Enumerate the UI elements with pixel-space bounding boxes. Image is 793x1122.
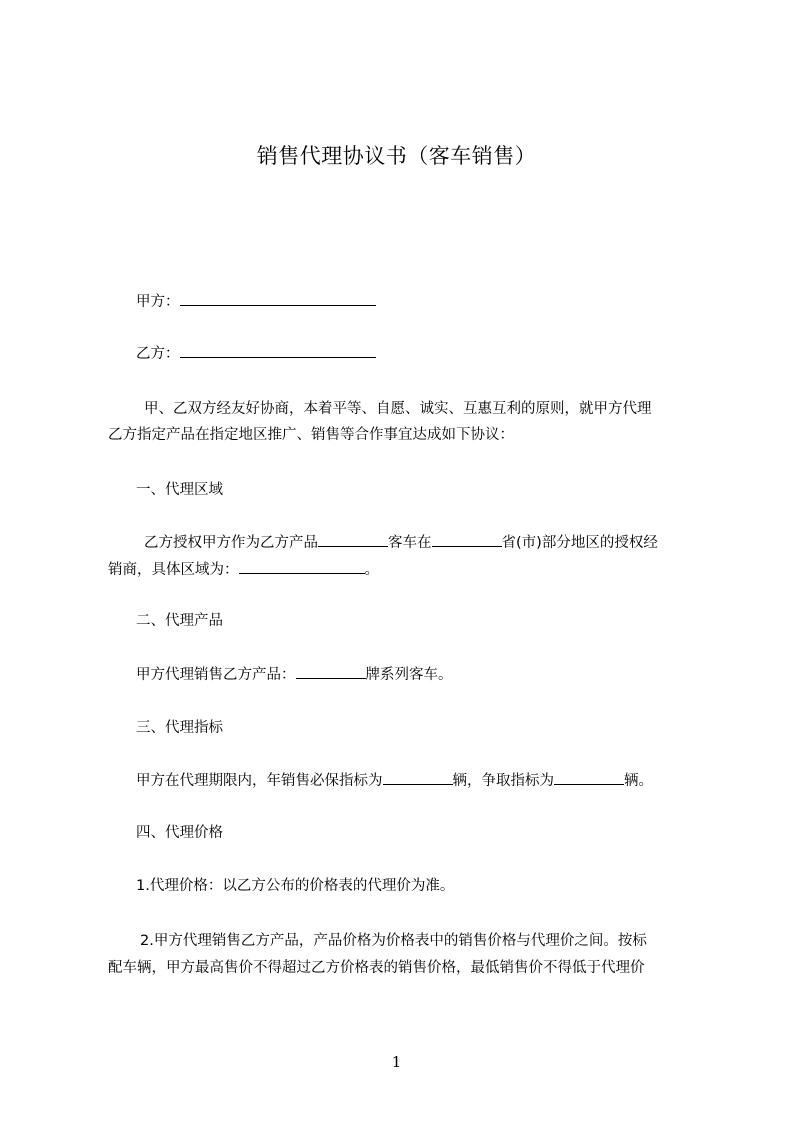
section-4-item-2-line-2: 配车辆，甲方最高售价不得超过乙方价格表的销售价格，最低销售价不得低于代理价: [108, 960, 645, 976]
section-3-text-b: 辆，争取指标为: [452, 773, 554, 789]
guaranteed-target-blank: [383, 770, 453, 785]
region-blank: [239, 559, 365, 574]
party-a-blank: [180, 291, 376, 306]
section-3-line: [136, 770, 653, 791]
section-1-text-c: 省(市)部分地区的授权经: [501, 535, 658, 551]
section-4-heading: 四、代理价格: [136, 825, 223, 841]
party-a-label: 甲方：: [136, 294, 180, 310]
section-2-text-a: 甲方代理销售乙方产品：: [136, 667, 296, 683]
party-b-label: 乙方：: [136, 346, 180, 362]
section-4-item-2-line-1: 2.甲方代理销售乙方产品，产品价格为价格表中的销售价格与代理价之间。按标: [140, 933, 647, 949]
section-1-text-b: 客车在: [388, 535, 432, 551]
party-b-blank: [180, 343, 376, 358]
section-4-item-1: 1.代理价格：以乙方公布的价格表的代理价为准。: [136, 878, 455, 894]
section-1-text-d: 销商，具体区域为：: [108, 562, 239, 578]
province-blank: [432, 532, 502, 547]
section-2-text-b: 牌系列客车。: [365, 667, 453, 683]
product-blank: [318, 532, 388, 547]
party-a-line: [136, 291, 376, 312]
section-3-heading: 三、代理指标: [136, 720, 223, 736]
section-1-text-a: 乙方授权甲方作为乙方产品: [144, 535, 318, 551]
section-1-heading: 一、代理区域: [136, 482, 223, 498]
section-2-heading: 二、代理产品: [136, 613, 223, 629]
page-title: 销售代理协议书（客车销售）: [256, 144, 537, 168]
section-2-line: [136, 664, 453, 685]
section-1-line-1: [144, 532, 658, 553]
page-number: 1: [391, 1053, 402, 1071]
stretch-target-blank: [554, 770, 624, 785]
section-3-text-c: 辆。: [624, 773, 653, 789]
section-1-line-2: [108, 559, 379, 580]
intro-line-1: 甲、乙双方经友好协商，本着平等、自愿、诚实、互惠互利的原则，就甲方代理: [144, 401, 652, 417]
brand-blank: [296, 664, 366, 679]
section-3-text-a: 甲方在代理期限内，年销售必保指标为: [136, 773, 383, 789]
party-b-line: [136, 343, 376, 364]
section-1-text-e: 。: [364, 562, 379, 578]
intro-line-2: 乙方指定产品在指定地区推广、销售等合作事宜达成如下协议：: [108, 427, 514, 443]
